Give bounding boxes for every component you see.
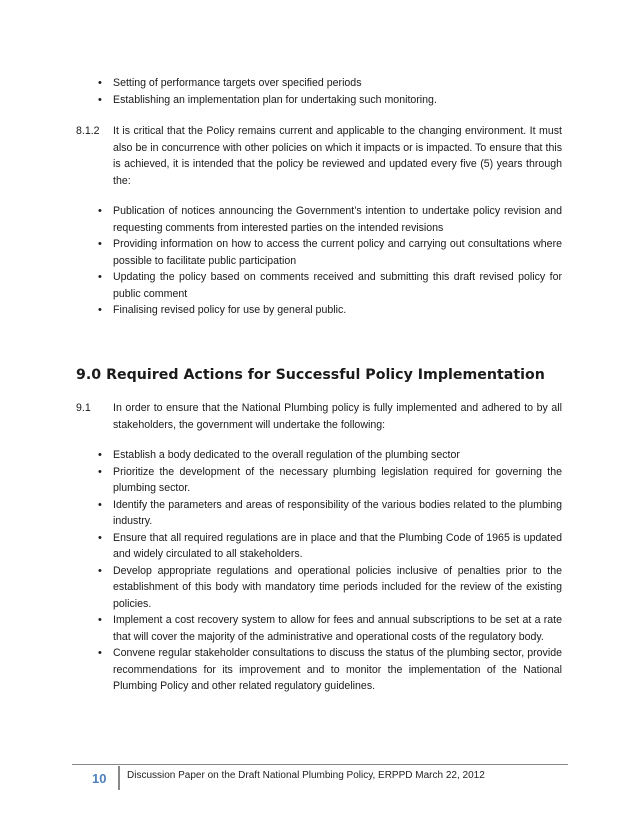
section-paragraph: It is critical that the Policy remains current and applicable to the changing environment. It must also be in concurrence with other policies on which it impacts or is impacted. To ensure that this is achieved, it is intended that the policy be reviewed and updated every five (5) years through the: bbox=[113, 125, 562, 187]
section-paragraph: In order to ensure that the National Plumbing policy is fully implemented and adhered to by all stakeholders, the government will undertake the following: bbox=[113, 402, 562, 431]
list-item: • Develop appropriate regulations and operational policies inclusive of penalties prior to the establishment of this body with mandatory time periods included for the review of the existing policies. bbox=[76, 563, 562, 613]
section-number: 9.1 bbox=[76, 402, 91, 414]
list-item: • Finalising revised policy for use by general public. bbox=[76, 302, 562, 319]
section-heading: 9.0 Required Actions for Successful Policy Implementation bbox=[76, 367, 545, 383]
footer-divider bbox=[72, 764, 568, 765]
footer-separator bbox=[118, 766, 120, 790]
section-9-1 bbox=[76, 400, 562, 433]
section-number: 8.1.2 bbox=[76, 125, 100, 137]
footer-text: Discussion Paper on the Draft National Plumbing Policy, ERPPD March 22, 2012 bbox=[127, 770, 485, 781]
list-item: • Updating the policy based on comments received and submitting this draft revised policy for public comment bbox=[76, 269, 562, 302]
bullet-list-actions bbox=[76, 447, 562, 695]
list-item: • Ensure that all required regulations are in place and that the Plumbing Code of 1965 is updated and widely circulated to all stakeholders. bbox=[76, 530, 562, 563]
list-item: • Providing information on how to access the current policy and carrying out consultations where possible to facilitate public participation bbox=[76, 236, 562, 269]
list-item: • Prioritize the development of the necessary plumbing legislation required for governing the plumbing sector. bbox=[76, 464, 562, 497]
bullet-list-review bbox=[76, 203, 562, 319]
list-item: • Convene regular stakeholder consultations to discuss the status of the plumbing sector, provide recommendations for its improvement and to monitor the implementation of the National Plumbing Policy and other related regulatory guidelines. bbox=[76, 645, 562, 695]
list-item: • Setting of performance targets over specified periods bbox=[76, 75, 562, 92]
list-item: • Publication of notices announcing the Government’s intention to undertake policy revision and requesting comments from interested parties on the intended revisions bbox=[76, 203, 562, 236]
list-item: • Identify the parameters and areas of responsibility of the various bodies related to the plumbing industry. bbox=[76, 497, 562, 530]
list-item: • Implement a cost recovery system to allow for fees and annual subscriptions to be set at a rate that will cover the majority of the administrative and operational costs of the regulatory body. bbox=[76, 612, 562, 645]
list-item: • Establishing an implementation plan for undertaking such monitoring. bbox=[76, 92, 562, 109]
list-item: • Establish a body dedicated to the overall regulation of the plumbing sector bbox=[76, 447, 562, 464]
page-number: 10 bbox=[92, 771, 107, 786]
section-8-1-2 bbox=[76, 123, 562, 189]
bullet-list-monitoring bbox=[76, 75, 562, 108]
